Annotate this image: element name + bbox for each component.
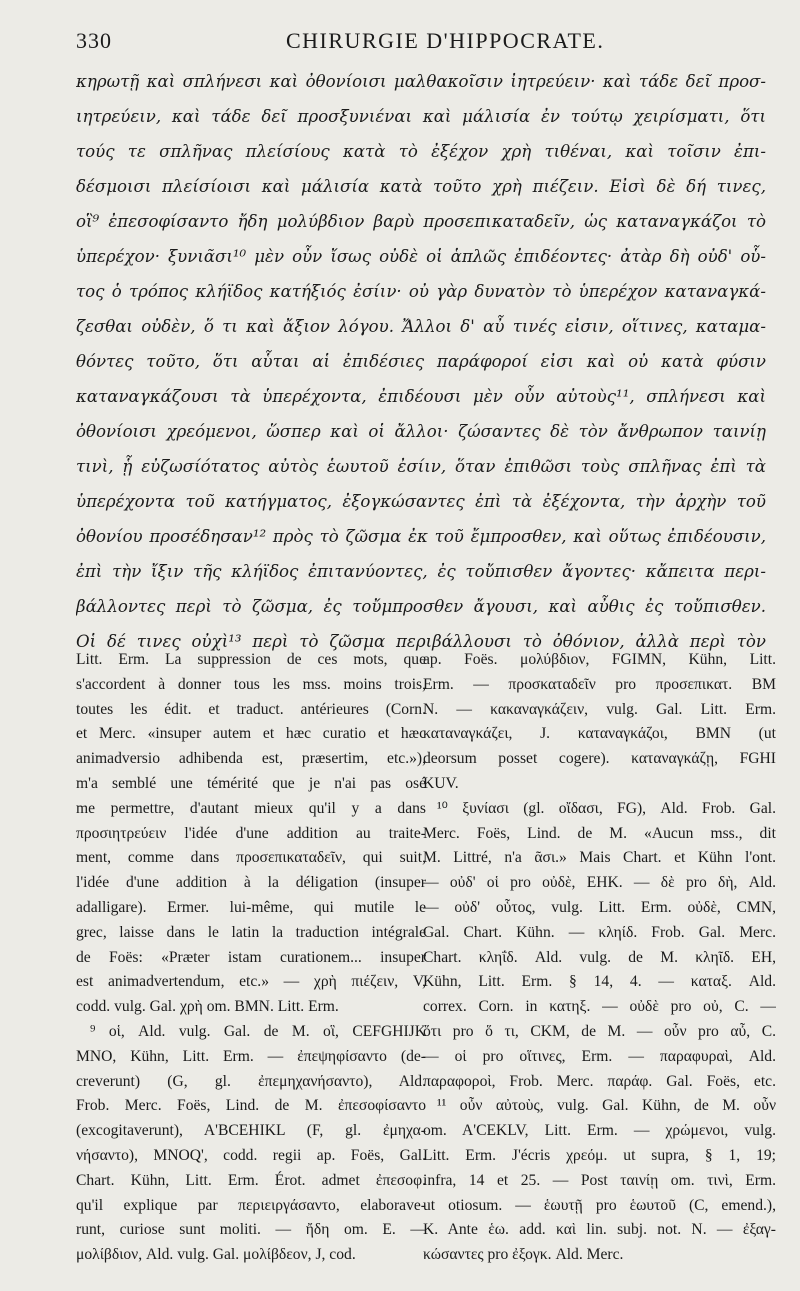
notes-left-line: animadversio adhibenda est, præsertim, etc.»),	[76, 750, 426, 768]
greek-lines-line: ὀθονίου προσέδησαν¹² πρὸς τὸ ζῶσμα ἐκ τοῦ ἔμπροσθεν, καὶ οὕτως ἐπιδέουσιν,	[76, 527, 766, 546]
notes-left-line: Frob. Merc. Foës, Lind. de M. ἐπεσοφίσαντο	[76, 1097, 426, 1115]
notes-right-line: om. A'CEKLV, Litt. Erm. — χρώμενοι, vulg.	[423, 1122, 776, 1140]
notes-left-line: me permettre, d'autant mieux qu'il y a dans	[76, 799, 426, 817]
notes-left-line: μολίβδιον, Ald. vulg. Gal. μολίβδεον, J, cod.	[76, 1246, 356, 1264]
notes-right-line: κώσαντες pro ἐξογκ. Ald. Merc.	[423, 1246, 624, 1264]
notes-left-line: l'idée d'une addition à la déligation (insuper	[76, 874, 426, 892]
greek-lines-line: τινὶ, ᾗ εὐζωσίότατος αὐτὸς ἑωυτοῦ ἐσίιν, ὅταν ἐπιθῶσι τοὺς σπλῆνας ἐπὶ τὰ	[76, 457, 766, 476]
running-title: CHIRURGIE D'HIPPOCRATE.	[286, 28, 605, 53]
notes-right-line: Litt. Erm. J'écris χρεόμ. ut supra, § 1, 19;	[423, 1146, 776, 1164]
notes-right-line: Gal. Chart. Kühn. — κληίδ. Frob. Gal. Merc.	[423, 923, 776, 941]
notes-left-line: ⁹ οἱ, Ald. vulg. Gal. de M. οἳ, CEFGHIJK	[90, 1022, 426, 1040]
notes-left-line: ment, comme dans προσεπικαταδεῖν, qui suit,	[76, 849, 426, 867]
notes-left-line: creverunt) (G, gl. ἐπεμηχανήσαντο), Ald.	[76, 1072, 426, 1090]
notes-right-line: K. Ante ἑω. add. καὶ lin. subj. not. N. — ἐξαγ-	[423, 1221, 776, 1239]
notes-right-line: Merc. Foës, Lind. de M. «Aucun mss., dit	[423, 824, 776, 842]
greek-lines-line: ἐπὶ τὴν ἴξιν τῆς κλήϊδος ἐπιτανύοντες, ἐς τοὔπισθεν ἄγοντες· κἄπειτα περι-	[76, 562, 766, 581]
page-header	[76, 28, 776, 58]
notes-left-line: Litt. Erm. La suppression de ces mots, que	[76, 651, 426, 668]
notes-left-line: de Foës: «Præter istam curationem... insuper	[76, 948, 426, 966]
greek-lines-line: δέσμοισι πλείσίοισι καὶ μάλισία κατὰ τοῦτο χρὴ πιέζειν. Εἰσὶ δὲ δή τινες,	[76, 177, 766, 196]
greek-lines-line: βάλλοντες περὶ τὸ ζῶσμα, ἐς τοὔμπροσθεν ἄγουσι, καὶ αὖθις ἐς τοὔπισθεν.	[76, 597, 766, 616]
notes-right-line: infra, 14 et 25. — Post ταινίῃ om. τινὶ, Erm.	[423, 1171, 776, 1189]
greek-main-text	[76, 64, 766, 659]
notes-left-line: et Merc. «insuper autem et hæc curatio et hæc	[76, 725, 426, 743]
notes-left-line: m'a semblé une témérité que je n'ai pas osé	[76, 774, 426, 792]
notes-right-line: — οὐδ' οὗτος, vulg. Litt. Erm. οὐδὲ, CMN,	[423, 898, 776, 916]
notes-right-line: ¹⁰ ξυνίασι (gl. οἴδασι, FG), Ald. Frob. Gal.	[437, 799, 776, 817]
greek-lines-line: ζεσθαι οὐδὲν, ὅ τι καὶ ἄξιον λόγου. Ἄλλοι δ' αὖ τινές εἰσιν, οἵτινες, καταμα-	[76, 317, 766, 336]
notes-right-line: M. Littré, n'a ᾶσι.» Mais Chart. et Kühn l'ont.	[423, 849, 776, 867]
greek-lines-line: Οἱ δέ τινες οὐχὶ¹³ περὶ τὸ ζῶσμα περιβάλλουσι τὸ ὀθόνιον, ἀλλὰ περὶ τὸν	[76, 632, 766, 651]
notes-right-line: — οὐδ' οἱ pro οὐδὲ, EHK. — δὲ pro δὴ, Ald.	[423, 874, 776, 892]
notes-left-line: qu'il explique par περιειργάσαντο, elaborave-	[76, 1196, 426, 1214]
notes-right-line: KUV.	[423, 774, 459, 792]
notes-right-line: ¹¹ οὖν αὐτοὺς, vulg. Gal. Kühn, de M. οὖν	[437, 1097, 776, 1115]
notes-right-line: deorsum posset cogere). καταναγκάζῃ, FGHI	[423, 750, 776, 768]
notes-right-line: — οἱ pro οἵτινες, Erm. — παραφυραὶ, Ald.	[423, 1047, 776, 1065]
notes-right-line: ap. Foës. μολύβδιον, FGIMN, Kühn, Litt.	[423, 651, 776, 668]
greek-lines-line: τος ὁ τρόπος κλήϊδος κατήξιός ἐσίιν· οὐ γὰρ δυνατὸν τὸ ὑπερέχον καταναγκά-	[76, 282, 766, 301]
notes-right-line: καταναγκάζει, J. καταναγκάζοι, BMN (ut	[423, 725, 776, 743]
greek-lines-line: ὑπερέχον· ξυνιᾶσι¹⁰ μὲν οὖν ἴσως οὐδὲ οἱ ἁπλῶς ἐπιδέοντες· ἀτὰρ δὴ οὐδ' οὗ-	[76, 247, 766, 266]
greek-lines-line: ὑπερέχοντα τοῦ κατήγματος, ἐξογκώσαντες ἐπὶ τὰ ἐξέχοντα, τὴν ἀρχὴν τοῦ	[76, 492, 766, 511]
greek-lines-line: οἳ⁹ ἐπεσοφίσαντο ἤδη μολύβδιον βαρὺ προσεπικαταδεῖν, ὡς καταναγκάζοι τὸ	[76, 212, 766, 231]
notes-left-line: s'accordent à donner tous les mss. moins trois,	[76, 675, 426, 693]
notes-right-line: ut otiosum. — ἑωυτῇ pro ἑωυτοῦ (C, emend.),	[423, 1196, 776, 1214]
notes-right-line: Chart. κληΐδ. Ald. vulg. de M. κληῖδ. EH,	[423, 948, 776, 966]
notes-left-line: runt, curiose sunt moliti. — ἤδη om. E. —	[76, 1221, 426, 1239]
notes-left-line: νήσαντο), MNOQ', codd. regii ap. Foës, Gal.	[76, 1146, 426, 1164]
notes-left-line: codd. vulg. Gal. χρὴ om. BMN. Litt. Erm.	[76, 998, 339, 1016]
notes-right-line: correx. Corn. in κατηξ. — οὐδὲ pro οὐ, C. —	[423, 998, 776, 1016]
notes-left-line: προσιητρεύειν l'idée d'une addition au traite-	[76, 824, 426, 842]
notes-left-line: (excogitaverunt), A'BCEHIKL (F, gl. ἐμηχα-	[76, 1122, 426, 1140]
greek-lines-line: καταναγκάζουσι τὰ ὑπερέχοντα, ἐπιδέουσι μὲν οὖν αὐτοὺς¹¹, σπλήνεσι καὶ	[76, 387, 766, 406]
greek-lines-line: θόντες τοῦτο, ὅτι αὗται αἱ ἐπιδέσιες παράφοροί εἰσι καὶ οὐ κατὰ φύσιν	[76, 352, 766, 371]
notes-right-line: Erm. — προσκαταδεῖν pro προσεπικατ. BM	[423, 675, 776, 693]
notes-left-line: MNO, Kühn, Litt. Erm. — ἐπεψηφίσαντο (de-	[76, 1047, 426, 1065]
notes-left-line: est animadvertendum, etc.» — χρὴ πιέζειν, V,	[76, 973, 426, 991]
footnotes-right-column	[423, 648, 776, 1268]
notes-right-line: Kühn, Litt. Erm. § 14, 4. — καταξ. Ald.	[423, 973, 776, 991]
greek-lines-line: τούς τε σπλῆνας πλείσίους κατὰ τὸ ἐξέχον χρὴ τιθέναι, καὶ τοῖσιν ἐπι-	[76, 142, 766, 161]
greek-lines-line: ὀθονίοισι χρεόμενοι, ὥσπερ καὶ οἱ ἄλλοι· ζώσαντες δὲ τὸν ἄνθρωπον ταινίῃ	[76, 422, 766, 441]
notes-left-line: Chart. Kühn, Litt. Erm. Érot. admet ἐπεσοφ.	[76, 1171, 426, 1189]
notes-right-line: ὅτι pro ὅ τι, CKM, de M. — οὖν pro αὖ, C.	[423, 1022, 776, 1040]
notes-right-line: N. — κακαναγκάζειν, vulg. Gal. Litt. Erm.	[423, 700, 776, 718]
footnotes-left-column	[76, 648, 426, 1268]
notes-right-line: παραφοροὶ, Frob. Merc. παράφ. Gal. Foës, etc.	[423, 1072, 776, 1090]
page-number: 330	[76, 28, 112, 53]
notes-left-line: grec, laisse dans le latin la traduction intégrale	[76, 923, 426, 941]
greek-lines-line: κηρωτῇ καὶ σπλήνεσι καὶ ὀθονίοισι μαλθακοῖσιν ἰητρεύειν· καὶ τάδε δεῖ προσ-	[76, 72, 766, 91]
greek-lines-line: ιητρεύειν, καὶ τάδε δεῖ προσξυνιέναι καὶ μάλισία ἐν τούτῳ χειρίσματι, ὅτι	[76, 107, 766, 126]
notes-left-line: toutes les édit. et traduct. antérieures (Corn.	[76, 700, 426, 718]
notes-left-line: adalligare). Ermer. lui-même, qui mutile le	[76, 898, 426, 916]
